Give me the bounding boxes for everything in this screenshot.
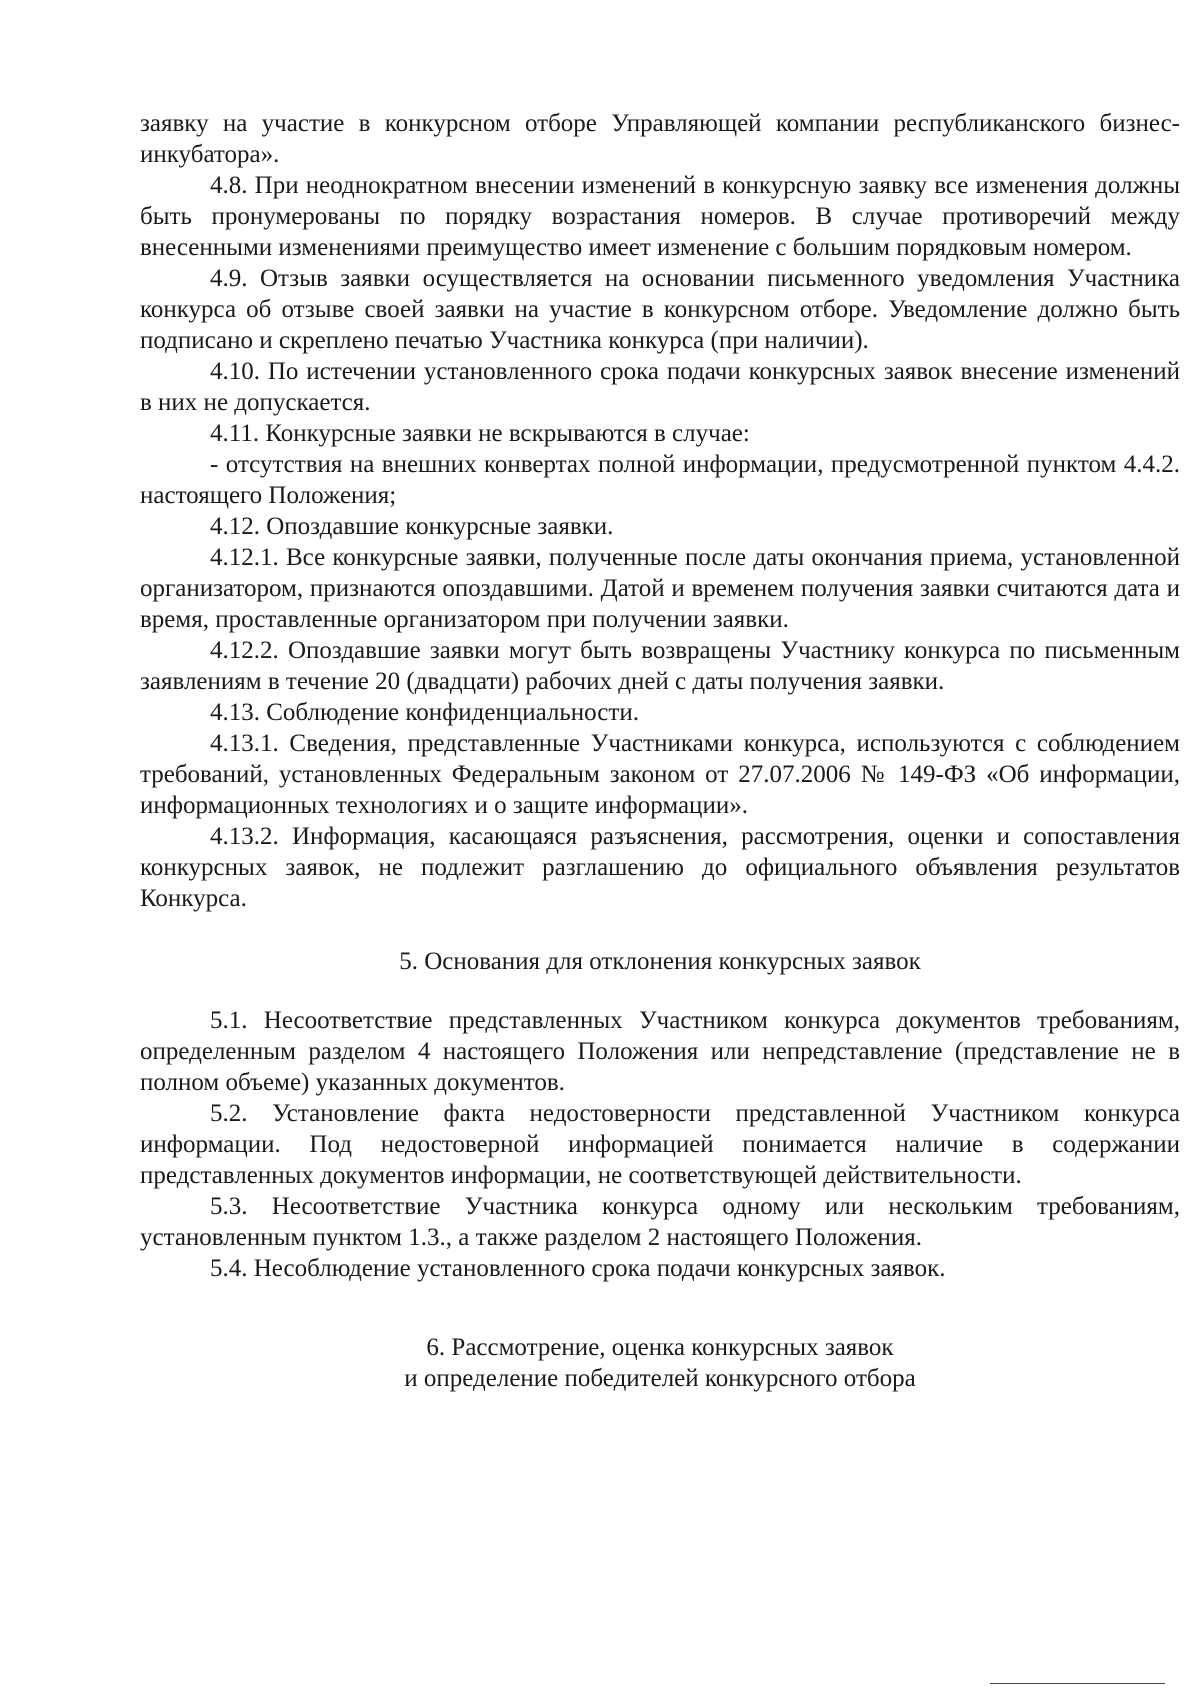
paragraph-4-13-2: 4.13.2. Информация, касающаяся разъяснения, рассмотрения, оценки и сопоставления конкурсных заявок, не подлежит разглашению до официального объявления результатов Конкурса. [140,823,1180,912]
paragraph-4-13-1: 4.13.1. Сведения, представленные Участниками конкурса, используются с соблюдением требований, установленных Федеральным законом от 27.07.2006 № 149-ФЗ «Об информации, информационных технологиях и о защите информации». [140,730,1180,819]
paragraph-4-11: 4.11. Конкурсные заявки не вскрываются в случае: [210,420,750,447]
paragraph-4-12-1: 4.12.1. Все конкурсные заявки, полученные после даты окончания приема, установленной организатором, признаются опоздавшими. Датой и временем получения заявки считаются дата и время, проставленные организатором при получении заявки. [140,544,1180,633]
paragraph-4-9: 4.9. Отзыв заявки осуществляется на основании письменного уведомления Участника конкурса об отзыве своей заявки на участие в конкурсном отборе. Уведомление должно быть подписано и скреплено печатью Участника конкурса (при наличии). [140,265,1180,354]
section-5-heading: 5. Основания для отклонения конкурсных заявок [399,948,921,975]
footer-rule [990,1683,1165,1684]
paragraph-4-13: 4.13. Соблюдение конфиденциальности. [210,699,639,726]
paragraph-5-1: 5.1. Несоответствие представленных Участником конкурса документов требованиям, определенным разделом 4 настоящего Положения или непредставление (представление не в полном объеме) указанных документов. [140,1007,1180,1096]
paragraph-5-4: 5.4. Несоблюдение установленного срока подачи конкурсных заявок. [210,1255,946,1282]
paragraph-5-3: 5.3. Несоответствие Участника конкурса одному или нескольким требованиям, установленным пунктом 1.3., а также разделом 2 настоящего Положения. [140,1193,1180,1251]
section-6-heading-line1: 6. Рассмотрение, оценка конкурсных заявок [426,1334,894,1361]
section-6-heading-line2: и определение победителей конкурсного отбора [404,1365,916,1392]
paragraph-5-2: 5.2. Установление факта недостоверности представленной Участником конкурса информации. Под недостоверной информацией понимается наличие в содержании представленных документов информации, не соответствующей действительности. [140,1100,1180,1189]
paragraph-4-10: 4.10. По истечении установленного срока подачи конкурсных заявок внесение изменений в них не допускается. [140,358,1180,416]
paragraph-4-12: 4.12. Опоздавшие конкурсные заявки. [210,513,614,540]
paragraph-4-8: 4.8. При неоднократном внесении изменений в конкурсную заявку все изменения должны быть пронумерованы по порядку возрастания номеров. В случае противоречий между внесенными изменениями преимущество имеет изменение с большим порядковым номером. [140,172,1180,261]
paragraph-4-12-2: 4.12.2. Опоздавшие заявки могут быть возвращены Участнику конкурса по письменным заявлениям в течение 20 (двадцати) рабочих дней с даты получения заявки. [140,637,1180,695]
document-body [140,108,1180,1394]
paragraph-4-11-item: - отсутствия на внешних конвертах полной информации, предусмотренной пунктом 4.4.2. настоящего Положения; [140,451,1180,509]
paragraph-continuation: заявку на участие в конкурсном отборе Управляющей компании республиканского бизнес-инкубатора». [140,110,1180,168]
